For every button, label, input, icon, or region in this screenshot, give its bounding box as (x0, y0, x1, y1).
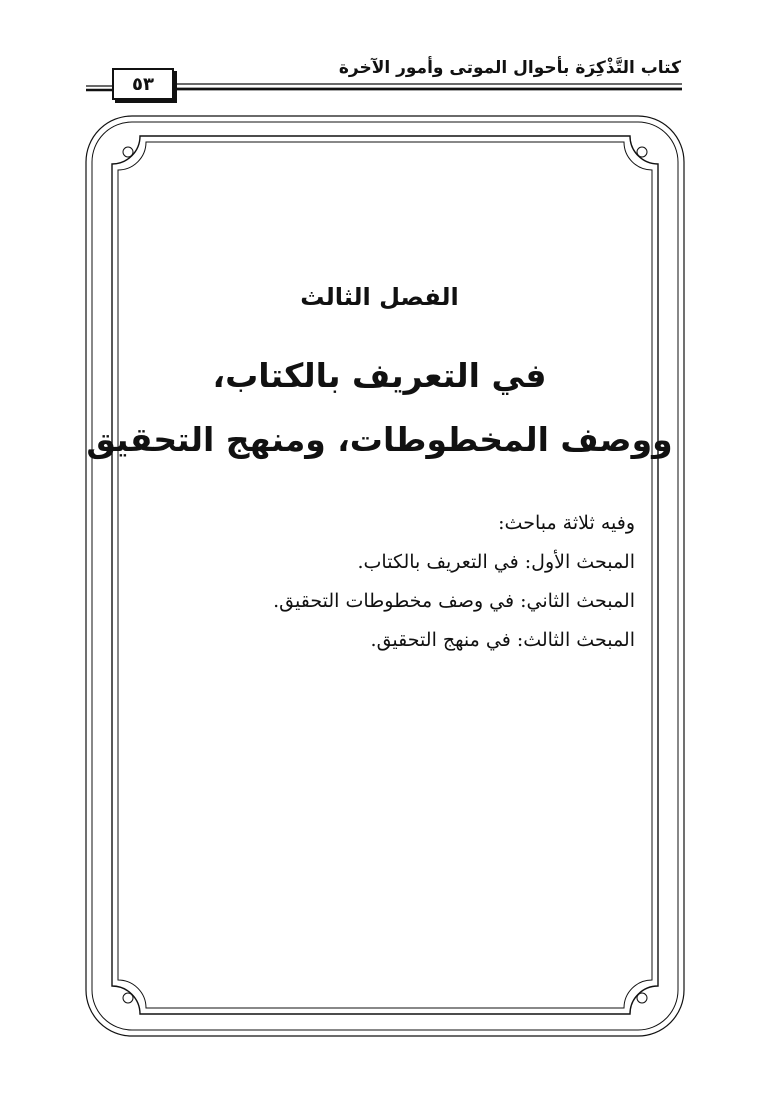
corner-ornament-top-right (637, 147, 647, 157)
contents-intro: وفيه ثلاثة مباحث: (498, 512, 635, 534)
inner-frame-inner (118, 142, 652, 1008)
outer-frame (86, 116, 684, 1036)
running-header-title: كتاب التَّذْكِرَة بأحوال الموتى وأمور الآخرة (338, 58, 681, 78)
page-number: ٥٣ (112, 68, 174, 100)
contents-item-2: المبحث الثاني: في وصف مخطوطات التحقيق. (273, 590, 635, 612)
chapter-title-line1: في التعريف بالكتاب، (212, 356, 547, 395)
contents-item-1: المبحث الأول: في التعريف بالكتاب. (357, 551, 635, 573)
contents-item-3: المبحث الثالث: في منهج التحقيق. (370, 629, 635, 651)
inner-frame (112, 136, 658, 1014)
chapter-label: الفصل الثالث (300, 283, 459, 311)
chapter-title-line2: ووصف المخطوطات، ومنهج التحقيق (86, 420, 673, 459)
outer-frame-inner (92, 122, 678, 1030)
corner-ornament-top-left (123, 147, 133, 157)
corner-ornament-bottom-left (123, 993, 133, 1003)
corner-ornament-bottom-right (637, 993, 647, 1003)
